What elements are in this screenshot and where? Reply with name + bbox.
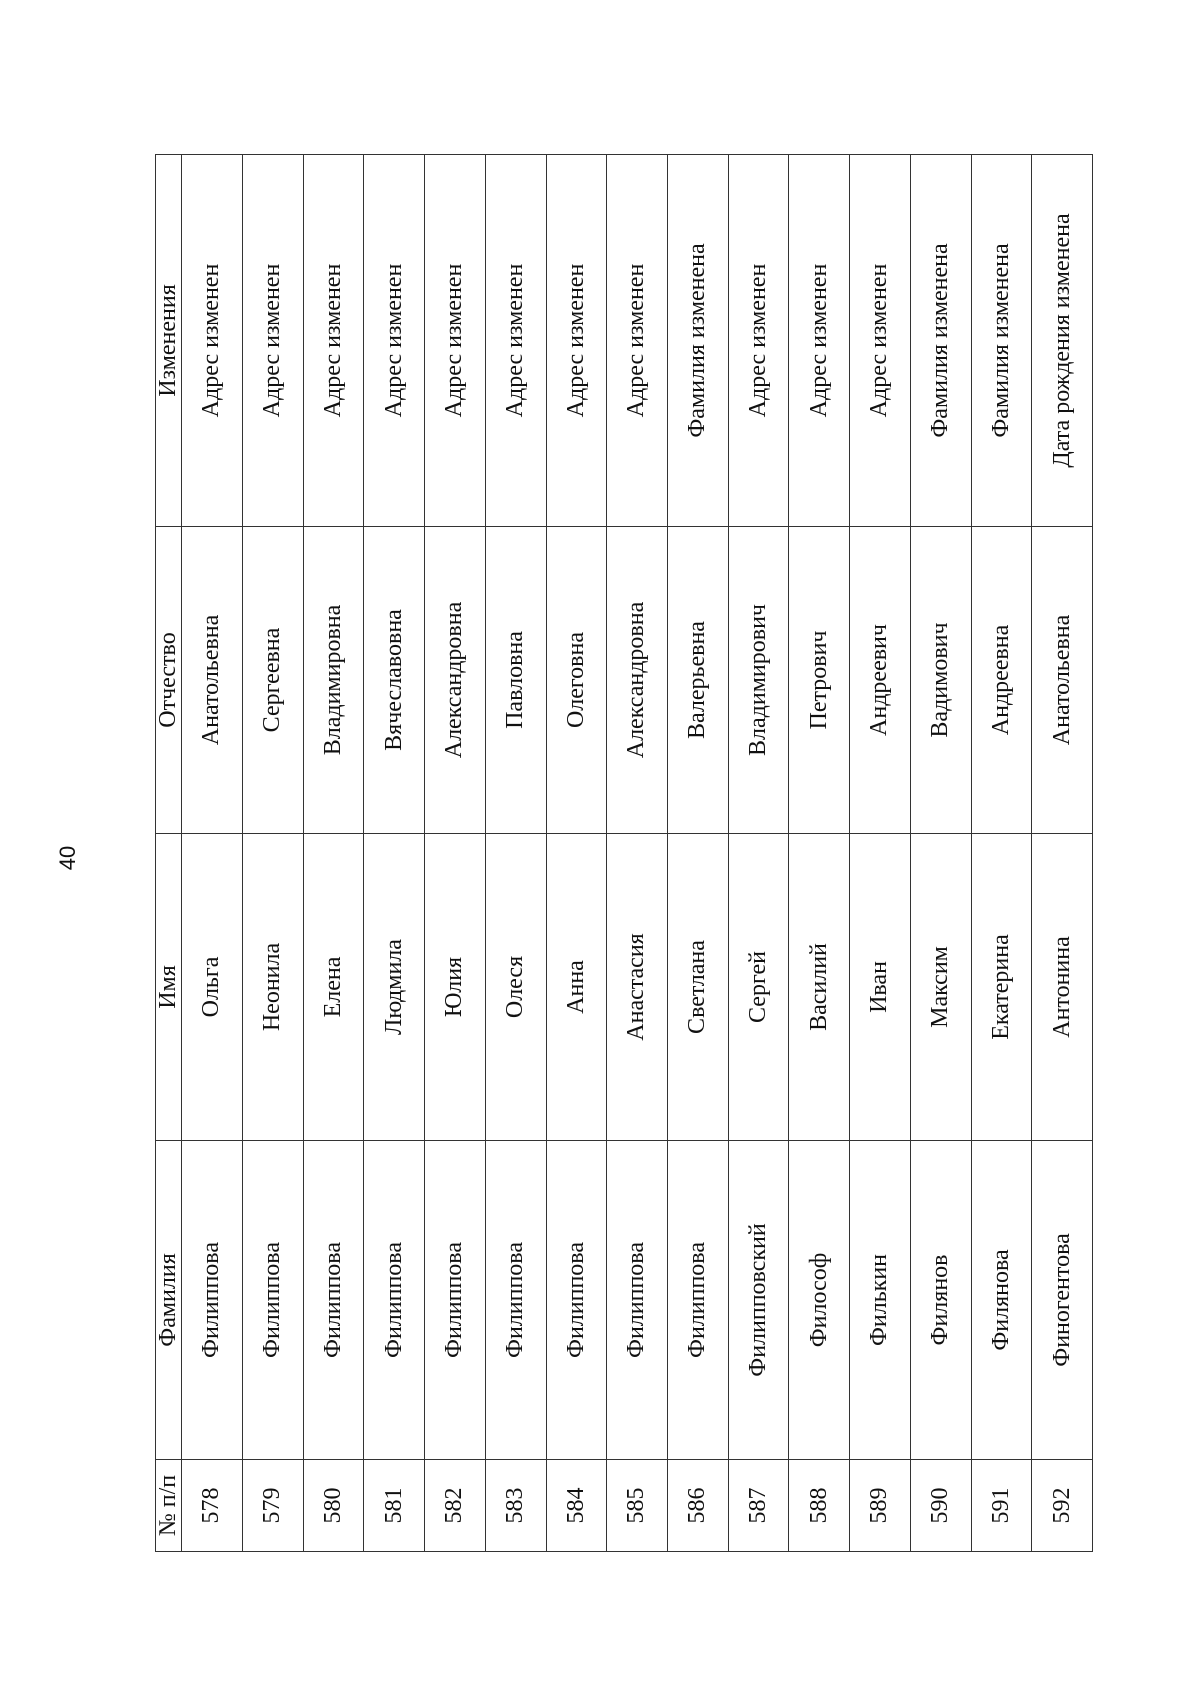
cell-first-name: Юлия	[425, 834, 486, 1141]
cell-changes: Адрес изменен	[485, 155, 546, 527]
header-number: № п/п	[156, 1460, 182, 1552]
cell-patronymic: Валерьевна	[667, 527, 728, 834]
cell-changes: Адрес изменен	[182, 155, 243, 527]
cell-changes: Адрес изменен	[425, 155, 486, 527]
cell-first-name: Олеся	[485, 834, 546, 1141]
table-row	[303, 155, 364, 1552]
cell-surname: Филянова	[971, 1141, 1032, 1460]
changes-table	[155, 154, 1093, 1552]
cell-first-name: Сергей	[728, 834, 789, 1141]
cell-patronymic: Олеговна	[546, 527, 607, 834]
cell-changes: Фамилия изменена	[667, 155, 728, 527]
cell-number: 588	[789, 1460, 850, 1552]
cell-number: 583	[485, 1460, 546, 1552]
header-patronymic: Отчество	[156, 527, 182, 834]
header-row	[156, 155, 182, 1552]
cell-changes: Адрес изменен	[303, 155, 364, 527]
cell-number: 585	[607, 1460, 668, 1552]
cell-surname: Филиппова	[182, 1141, 243, 1460]
cell-changes: Фамилия изменена	[971, 155, 1032, 527]
cell-changes: Адрес изменен	[242, 155, 303, 527]
cell-patronymic: Анатольевна	[182, 527, 243, 834]
cell-surname: Филиппова	[303, 1141, 364, 1460]
table-header	[156, 155, 182, 1552]
header-changes: Изменения	[156, 155, 182, 527]
cell-first-name: Людмила	[364, 834, 425, 1141]
cell-number: 578	[182, 1460, 243, 1552]
cell-first-name: Василий	[789, 834, 850, 1141]
cell-changes: Дата рождения изменена	[1032, 155, 1093, 527]
cell-number: 584	[546, 1460, 607, 1552]
cell-number: 581	[364, 1460, 425, 1552]
cell-number: 591	[971, 1460, 1032, 1552]
cell-first-name: Екатерина	[971, 834, 1032, 1141]
cell-surname: Филиппова	[607, 1141, 668, 1460]
cell-changes: Адрес изменен	[850, 155, 911, 527]
cell-number: 582	[425, 1460, 486, 1552]
table-body	[182, 155, 1093, 1552]
cell-changes: Адрес изменен	[607, 155, 668, 527]
cell-first-name: Неонила	[242, 834, 303, 1141]
cell-first-name: Светлана	[667, 834, 728, 1141]
table-row	[667, 155, 728, 1552]
cell-surname: Финогентова	[1032, 1141, 1093, 1460]
cell-surname: Филиппова	[425, 1141, 486, 1460]
table-row	[182, 155, 243, 1552]
cell-first-name: Елена	[303, 834, 364, 1141]
cell-patronymic: Сергеевна	[242, 527, 303, 834]
cell-patronymic: Андреевич	[850, 527, 911, 834]
table-row	[1032, 155, 1093, 1552]
cell-surname: Филькин	[850, 1141, 911, 1460]
cell-changes: Фамилия изменена	[910, 155, 971, 527]
table-row	[910, 155, 971, 1552]
cell-patronymic: Андреевна	[971, 527, 1032, 834]
cell-first-name: Антонина	[1032, 834, 1093, 1141]
cell-patronymic: Павловна	[485, 527, 546, 834]
cell-patronymic: Вячеславовна	[364, 527, 425, 834]
cell-first-name: Ольга	[182, 834, 243, 1141]
cell-first-name: Анна	[546, 834, 607, 1141]
cell-number: 589	[850, 1460, 911, 1552]
cell-patronymic: Владимировна	[303, 527, 364, 834]
table-row	[242, 155, 303, 1552]
cell-patronymic: Александровна	[425, 527, 486, 834]
cell-patronymic: Анатольевна	[1032, 527, 1093, 834]
cell-changes: Адрес изменен	[728, 155, 789, 527]
cell-first-name: Максим	[910, 834, 971, 1141]
cell-number: 590	[910, 1460, 971, 1552]
cell-surname: Филипповский	[728, 1141, 789, 1460]
table-row	[728, 155, 789, 1552]
cell-number: 587	[728, 1460, 789, 1552]
cell-surname: Филянов	[910, 1141, 971, 1460]
cell-number: 586	[667, 1460, 728, 1552]
cell-first-name: Анастасия	[607, 834, 668, 1141]
cell-number: 592	[1032, 1460, 1093, 1552]
cell-first-name: Иван	[850, 834, 911, 1141]
table-row	[971, 155, 1032, 1552]
cell-number: 580	[303, 1460, 364, 1552]
table-row	[425, 155, 486, 1552]
rotated-table-area	[155, 155, 1093, 1552]
rotated-table-wrapper	[155, 155, 1093, 1552]
table-row	[485, 155, 546, 1552]
cell-patronymic: Александровна	[607, 527, 668, 834]
cell-changes: Адрес изменен	[789, 155, 850, 527]
cell-surname: Филиппова	[546, 1141, 607, 1460]
cell-patronymic: Петрович	[789, 527, 850, 834]
table-row	[607, 155, 668, 1552]
cell-patronymic: Владимирович	[728, 527, 789, 834]
cell-surname: Филиппова	[667, 1141, 728, 1460]
cell-surname: Филиппова	[364, 1141, 425, 1460]
header-surname: Фамилия	[156, 1141, 182, 1460]
table-row	[364, 155, 425, 1552]
cell-changes: Адрес изменен	[546, 155, 607, 527]
header-first-name: Имя	[156, 834, 182, 1141]
cell-surname: Философ	[789, 1141, 850, 1460]
table-row	[850, 155, 911, 1552]
cell-surname: Филиппова	[242, 1141, 303, 1460]
cell-surname: Филиппова	[485, 1141, 546, 1460]
cell-patronymic: Вадимович	[910, 527, 971, 834]
cell-number: 579	[242, 1460, 303, 1552]
cell-changes: Адрес изменен	[364, 155, 425, 527]
table-row	[789, 155, 850, 1552]
page-number: 40	[55, 845, 80, 871]
table-row	[546, 155, 607, 1552]
